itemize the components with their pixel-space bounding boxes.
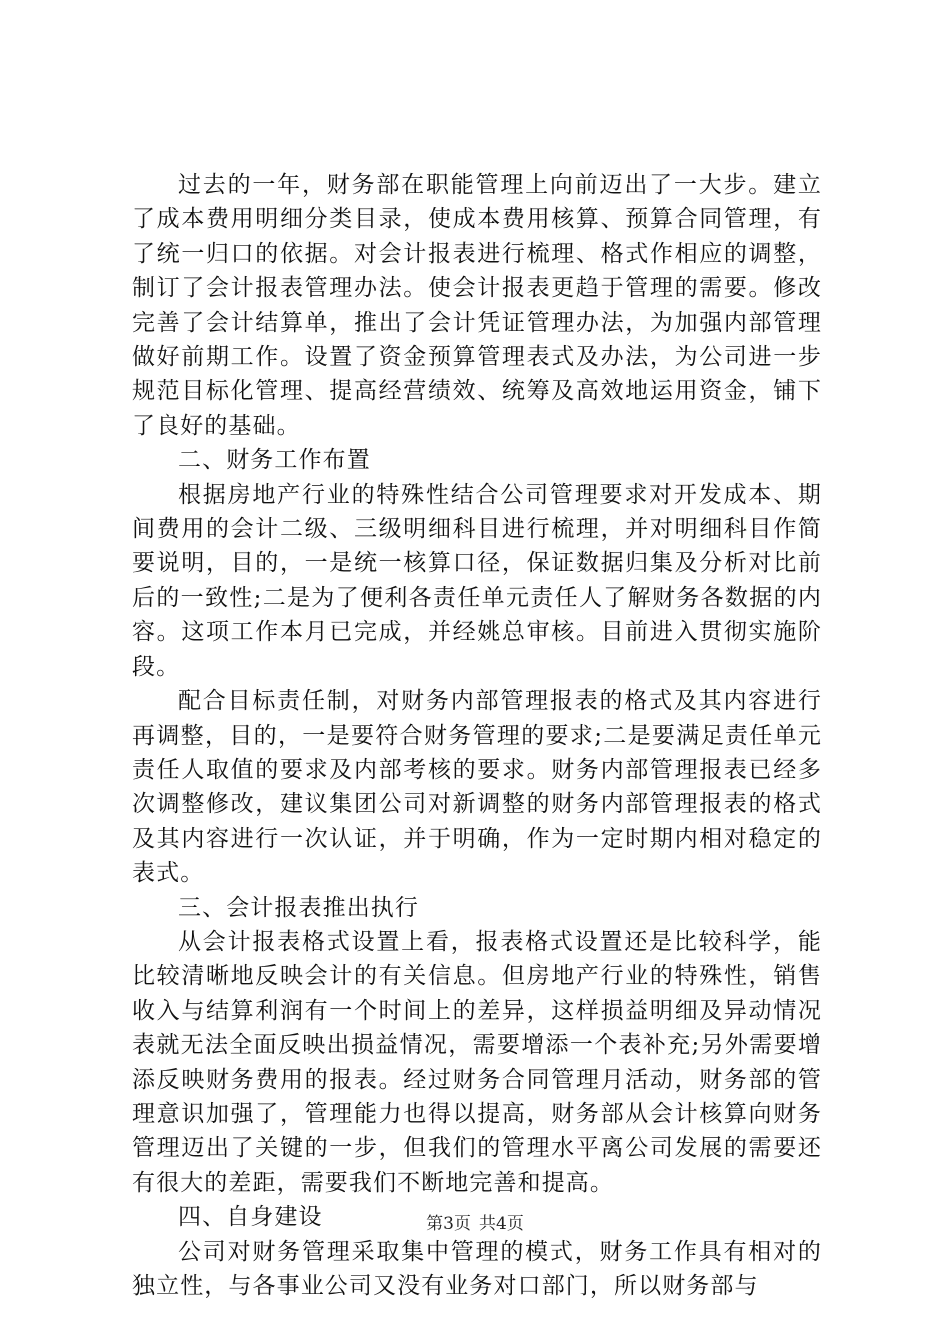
document-body [132, 168, 822, 1303]
paragraph-target-responsibility: 配合目标责任制，对财务内部管理报表的格式及其内容进行再调整，目的，一是要符合财务管理的要求;二是要满足责任单元责任人取值的要求及内部考核的要求。财务内部管理报表已经多次调整修改，建议集团公司对新调整的财务内部管理报表的格式及其内容进行一次认证，并于明确，作为一定时期内相对稳定的表式。 [132, 688, 822, 887]
page-footer [0, 1212, 950, 1236]
paragraph-accounting-reports: 从会计报表格式设置上看，报表格式设置还是比较科学，能比较清晰地反映会计的有关信息。但房地产行业的特殊性，销售收入与结算利润有一个时间上的差异，这样损益明细及异动情况表就无法全面反映出损益情况，需要增添一个表补充;另外需要增添反映财务费用的报表。经过财务合同管理月活动，财务部的管理意识加强了，管理能力也得以提高，财务部从会计核算向财务管理迈出了关键的一步，但我们的管理水平离公司发展的需要还有很大的差距，需要我们不断地完善和提高。 [132, 928, 822, 1196]
paragraph-review: 过去的一年，财务部在职能管理上向前迈出了一大步。建立了成本费用明细分类目录，使成本费用核算、预算合同管理，有了统一归口的依据。对会计报表进行梳理、格式作相应的调整，制订了会计报表管理办法。使会计报表更趋于管理的需要。修改完善了会计结算单，推出了会计凭证管理办法，为加强内部管理做好前期工作。设置了资金预算管理表式及办法，为公司进一步规范目标化管理、提高经营绩效、统筹及高效地运用资金，铺下了良好的基础。 [132, 172, 822, 439]
section-heading-3: 三、会计报表推出执行 [178, 894, 419, 921]
paragraph-work-layout: 根据房地产行业的特殊性结合公司管理要求对开发成本、期间费用的会计二级、三级明细科目进行梳理，并对明细科目作简要说明，目的，一是统一核算口径，保证数据归集及分析对比前后的一致性;二是为了便利各责任单元责任人了解财务各数据的内容。这项工作本月已完成，并经姚总审核。目前进入贯彻实施阶段。 [132, 481, 822, 680]
page-total: 共4页 [479, 1214, 524, 1234]
paragraph-self-building: 公司对财务管理采取集中管理的模式，财务工作具有相对的独立性，与各事业公司又没有业务对口部门，所以财务部与 [132, 1238, 822, 1299]
section-heading-2: 二、财务工作布置 [178, 447, 371, 474]
section-heading-4: 四、自身建设 [178, 1204, 323, 1231]
page-number: 第3页 [426, 1214, 471, 1234]
